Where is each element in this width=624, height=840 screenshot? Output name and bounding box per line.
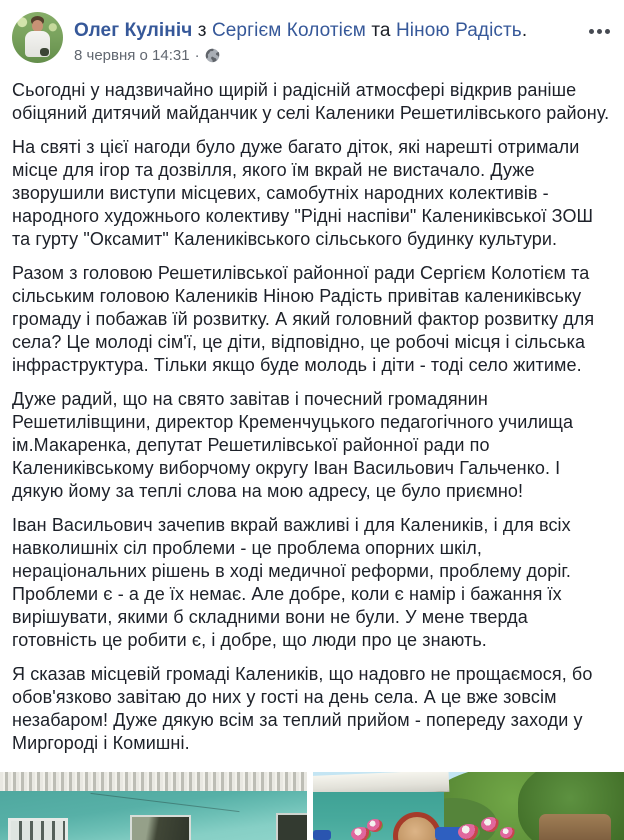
post-paragraph: Разом з головою Решетилівської районної ради Сергієм Колотієм та сільським головою Калеників Ніною Радість привітав калениківську громаду і побажав їй розвитку. А який головний фактор розвитку для села? Це молоді сім'ї, це діти, відповідно, це робочі місця і сільська інфраструктура. Тільки якщо буде молодь і діти - тоді село житиме. (12, 263, 595, 375)
post-paragraph: Іван Васильович зачепив вкрай важливі і для Калеників, і для всіх навколишніх сіл проблеми - це проблема опорних шкіл, нераціональних рішень в ході медичної реформи, проблему доріг. Проблеми є - а де їх немає. Але добре, коли є намір і бажання їх вирішувати, якими б складними вони не були. У мене тверда готовність це робити є, і добре, що люди про це знають. (12, 515, 571, 650)
flower-wreath (481, 817, 500, 832)
tagged-friend-1-link[interactable]: Сергієм Колотієм (211, 20, 366, 41)
meta-separator: · (194, 47, 200, 64)
name-line (74, 19, 612, 43)
avatar-person-hand (40, 48, 49, 56)
author-link[interactable]: Олег Кулініч (74, 20, 193, 41)
shed (539, 814, 611, 840)
post-paragraph: Сьогодні у надзвичайно щирій і радісній атмосфері відкрив раніше обіцяний дитячий майданчик у селі Каленики Решетилівського району. (12, 80, 610, 123)
globe-icon (205, 48, 220, 63)
and-connector: та (365, 20, 396, 41)
flower-wreath (500, 827, 516, 839)
ellipsis-icon (605, 29, 610, 34)
with-connector: з (192, 20, 212, 41)
building-roof (0, 772, 307, 793)
post-paragraph: Дуже радий, що на свято завітав і почесний громадянин Решетилівщини, директор Кременчуцького педагогічного училища ім.Макаренка, депутат Решетилівської районної ради по Калениківському виборчому округу Іван Васильович Гальченко. І дякую йому за теплі слова на мою адресу, це було приємно! (12, 389, 574, 501)
flower-wreath (367, 819, 383, 832)
post-photo-right[interactable] (313, 772, 624, 840)
avatar[interactable] (12, 12, 63, 63)
tagged-friend-2-link[interactable]: Ніною Радість (395, 20, 522, 41)
window (276, 813, 307, 840)
blue-tarp (313, 830, 331, 840)
post-header (0, 0, 624, 66)
photo-grid (0, 772, 624, 840)
name-suffix: . (521, 20, 528, 41)
post-paragraph: Я сказав місцевій громаді Калеників, що надовго не прощаємося, бо обов'язково завітаю до них у гості на день села. А це вже зовсім незабаром! Дуже дякую всім за теплий прийом - попереду заходи у Миргороді і Комишні. (12, 664, 593, 753)
post-photo-left[interactable] (0, 772, 307, 840)
meta-line (74, 47, 612, 64)
header-text (74, 12, 612, 64)
post-menu-button[interactable] (582, 22, 610, 40)
ellipsis-icon (597, 29, 602, 34)
timestamp-link[interactable]: 8 червня о 14:31 (74, 47, 190, 64)
post-body (12, 79, 612, 769)
flower-wreath (458, 824, 480, 840)
post-paragraph: На святі з цієї нагоди було дуже багато діток, які нарешті отримали місце для ігор та дозвілля, якого їм вкрай не вистачало. Дуже зворушили виступи місцевих, самобутніх народних колективів - народного художнього колективу "Рідні наспіви" Калениківської ЗОШ та гурту "Оксамит" Калениківського сільського будинку культури. (12, 137, 594, 249)
window (8, 818, 68, 840)
ellipsis-icon (589, 29, 594, 34)
window (130, 815, 191, 840)
